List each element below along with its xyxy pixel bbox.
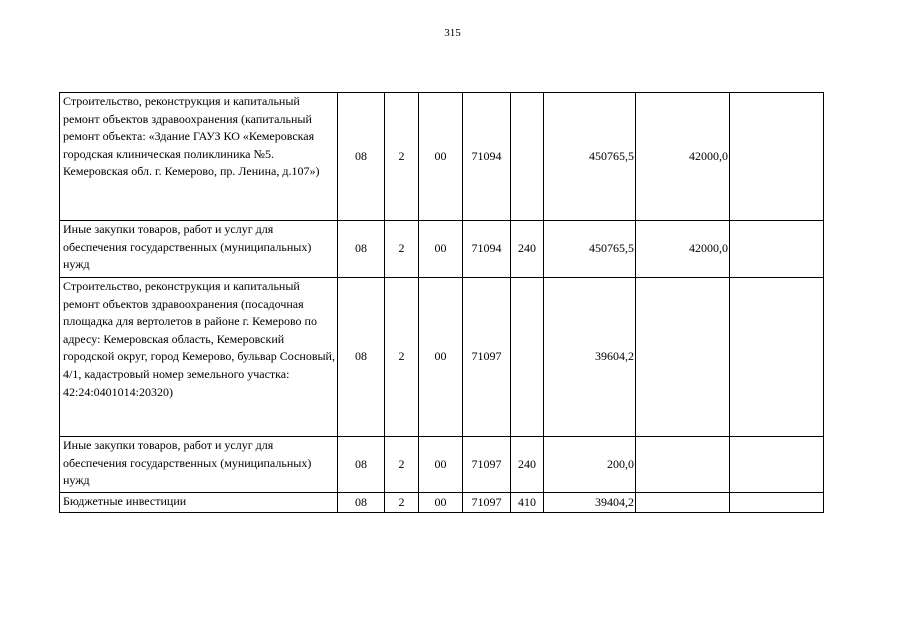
row-code1: 00 xyxy=(419,93,463,221)
row-section: 08 xyxy=(338,437,385,493)
row-amount1: 450765,5 xyxy=(544,93,636,221)
row-amount2: 42000,0 xyxy=(636,93,730,221)
row-amount2 xyxy=(636,278,730,437)
table-row xyxy=(60,221,824,278)
row-amount3 xyxy=(730,437,824,493)
row-subsection: 2 xyxy=(385,221,419,278)
row-amount1: 450765,5 xyxy=(544,221,636,278)
row-expense-type: 240 xyxy=(511,437,544,493)
row-section: 08 xyxy=(338,493,385,513)
row-code2: 71097 xyxy=(463,493,511,513)
row-subsection: 2 xyxy=(385,278,419,437)
row-description: Иные закупки товаров, работ и услуг для обеспечения государственных (муниципальных) нужд xyxy=(60,221,338,278)
table-row xyxy=(60,93,824,221)
row-amount2: 42000,0 xyxy=(636,221,730,278)
row-description: Бюджетные инвестиции xyxy=(60,493,338,513)
row-code2: 71094 xyxy=(463,93,511,221)
row-amount2 xyxy=(636,493,730,513)
table-row xyxy=(60,493,824,513)
row-subsection: 2 xyxy=(385,493,419,513)
row-description: Строительство, реконструкция и капитальный ремонт объектов здравоохранения (посадочная площадка для вертолетов в районе г. Кемерово по адресу: Кемеровская область, Кемеровский городской округ, город Кемерово, бульвар Сосновый, 4/1, кадастровый номер земельного участка: 42:24:0401014:20320) xyxy=(60,278,338,437)
row-amount3 xyxy=(730,493,824,513)
row-amount3 xyxy=(730,278,824,437)
table-row xyxy=(60,437,824,493)
row-description: Строительство, реконструкция и капитальный ремонт объектов здравоохранения (капитальный ремонт объекта: «Здание ГАУЗ КО «Кемеровская городская клиническая поликлиника №5. Кемеровская обл. г. Кемерово, пр. Ленина, д.107») xyxy=(60,93,338,221)
page-number: 315 xyxy=(444,27,461,39)
row-code1: 00 xyxy=(419,221,463,278)
row-section: 08 xyxy=(338,278,385,437)
row-section: 08 xyxy=(338,221,385,278)
row-expense-type: 240 xyxy=(511,221,544,278)
row-subsection: 2 xyxy=(385,437,419,493)
row-amount2 xyxy=(636,437,730,493)
row-expense-type xyxy=(511,93,544,221)
row-amount3 xyxy=(730,93,824,221)
budget-table xyxy=(59,92,824,513)
row-expense-type: 410 xyxy=(511,493,544,513)
row-amount3 xyxy=(730,221,824,278)
row-section: 08 xyxy=(338,93,385,221)
row-code1: 00 xyxy=(419,493,463,513)
row-amount1: 200,0 xyxy=(544,437,636,493)
row-amount1: 39404,2 xyxy=(544,493,636,513)
row-code1: 00 xyxy=(419,278,463,437)
row-expense-type xyxy=(511,278,544,437)
row-amount1: 39604,2 xyxy=(544,278,636,437)
row-subsection: 2 xyxy=(385,93,419,221)
row-code2: 71097 xyxy=(463,437,511,493)
row-description: Иные закупки товаров, работ и услуг для обеспечения государственных (муниципальных) нужд xyxy=(60,437,338,493)
row-code2: 71094 xyxy=(463,221,511,278)
row-code2: 71097 xyxy=(463,278,511,437)
table-row xyxy=(60,278,824,437)
row-code1: 00 xyxy=(419,437,463,493)
